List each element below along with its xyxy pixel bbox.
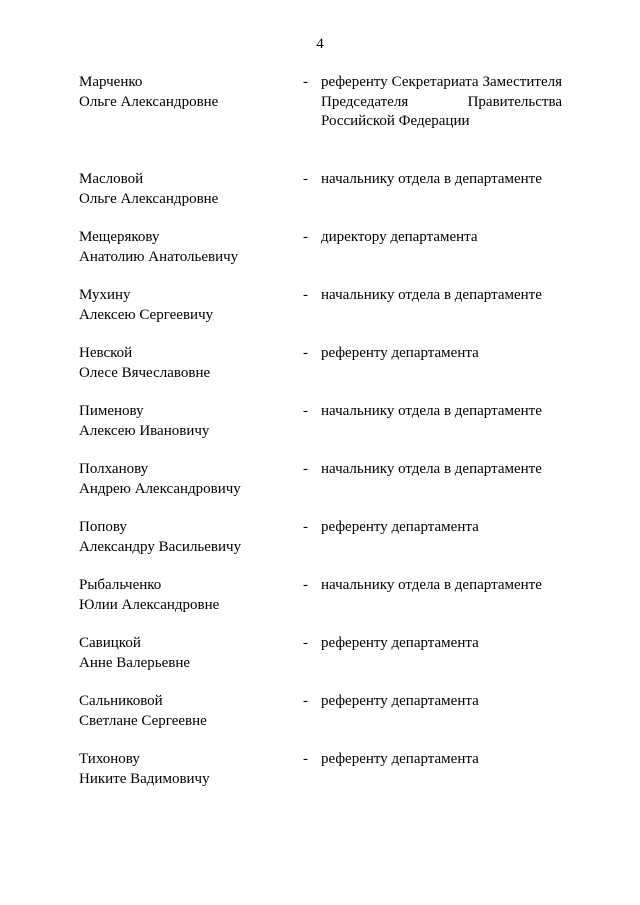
list-item <box>0 73 640 170</box>
person-name <box>79 344 299 383</box>
person-surname: Масловой <box>79 171 144 187</box>
person-surname: Попову <box>79 519 127 535</box>
person-given-name: Анатолию Анатольевичу <box>79 248 239 265</box>
person-name <box>79 750 299 789</box>
person-given-name: Алексею Ивановичу <box>79 422 210 439</box>
list-item <box>0 692 640 750</box>
list-item <box>0 170 640 228</box>
person-name <box>79 402 299 441</box>
dash-separator: - <box>303 751 308 767</box>
person-surname: Мещерякову <box>79 229 160 245</box>
appointment-list <box>0 73 640 808</box>
dash-separator: - <box>303 693 308 709</box>
person-name <box>79 460 299 499</box>
person-given-name: Олесе Вячеславовне <box>79 364 211 381</box>
person-name <box>79 286 299 325</box>
person-name <box>79 634 299 673</box>
person-name <box>79 170 299 209</box>
dash-separator: - <box>303 229 308 245</box>
person-name <box>79 73 299 112</box>
list-item <box>0 228 640 286</box>
position-title: начальнику отдела в департаменте <box>321 577 542 593</box>
position-title: референту Секретариата Заместителя Председателя Правительства Российской Федерации <box>321 74 562 129</box>
dash-separator: - <box>303 74 308 90</box>
position-title: референту департамента <box>321 693 479 709</box>
position-title: начальнику отдела в департаменте <box>321 287 542 303</box>
person-surname: Тихонову <box>79 751 140 767</box>
person-surname: Невской <box>79 345 133 361</box>
position-title: референту департамента <box>321 635 479 651</box>
position-title: начальнику отдела в департаменте <box>321 461 542 477</box>
position-title: начальнику отдела в департаменте <box>321 403 542 419</box>
person-given-name: Юлии Александровне <box>79 596 220 613</box>
dash-separator: - <box>303 287 308 303</box>
person-given-name: Ольге Александровне <box>79 190 219 207</box>
page-number: 4 <box>316 36 324 52</box>
list-item <box>0 402 640 460</box>
list-item <box>0 576 640 634</box>
dash-separator: - <box>303 345 308 361</box>
person-surname: Савицкой <box>79 635 141 651</box>
person-surname: Мухину <box>79 287 131 303</box>
person-name <box>79 576 299 615</box>
person-given-name: Светлане Сергеевне <box>79 712 207 729</box>
position-title: директору департамента <box>321 229 478 245</box>
dash-separator: - <box>303 519 308 535</box>
list-item <box>0 286 640 344</box>
dash-separator: - <box>303 635 308 651</box>
person-surname: Марченко <box>79 74 143 90</box>
person-name <box>79 228 299 267</box>
list-item <box>0 634 640 692</box>
list-item <box>0 750 640 808</box>
position-title: референту департамента <box>321 751 479 767</box>
person-name <box>79 692 299 731</box>
person-surname: Пименову <box>79 403 144 419</box>
dash-separator: - <box>303 171 308 187</box>
person-given-name: Алексею Сергеевичу <box>79 306 214 323</box>
dash-separator: - <box>303 577 308 593</box>
dash-separator: - <box>303 461 308 477</box>
list-item <box>0 460 640 518</box>
list-item <box>0 518 640 576</box>
person-given-name: Ольге Александровне <box>79 93 219 110</box>
position-title: референту департамента <box>321 345 479 361</box>
list-item <box>0 344 640 402</box>
person-given-name: Никите Вадимовичу <box>79 770 210 787</box>
position-title: референту департамента <box>321 519 479 535</box>
position-title: начальнику отдела в департаменте <box>321 171 542 187</box>
dash-separator: - <box>303 403 308 419</box>
person-name <box>79 518 299 557</box>
person-surname: Сальниковой <box>79 693 163 709</box>
person-surname: Рыбальченко <box>79 577 162 593</box>
person-surname: Полханову <box>79 461 149 477</box>
person-given-name: Анне Валерьевне <box>79 654 190 671</box>
person-given-name: Андрею Александровичу <box>79 480 241 497</box>
person-given-name: Александру Васильевичу <box>79 538 242 555</box>
